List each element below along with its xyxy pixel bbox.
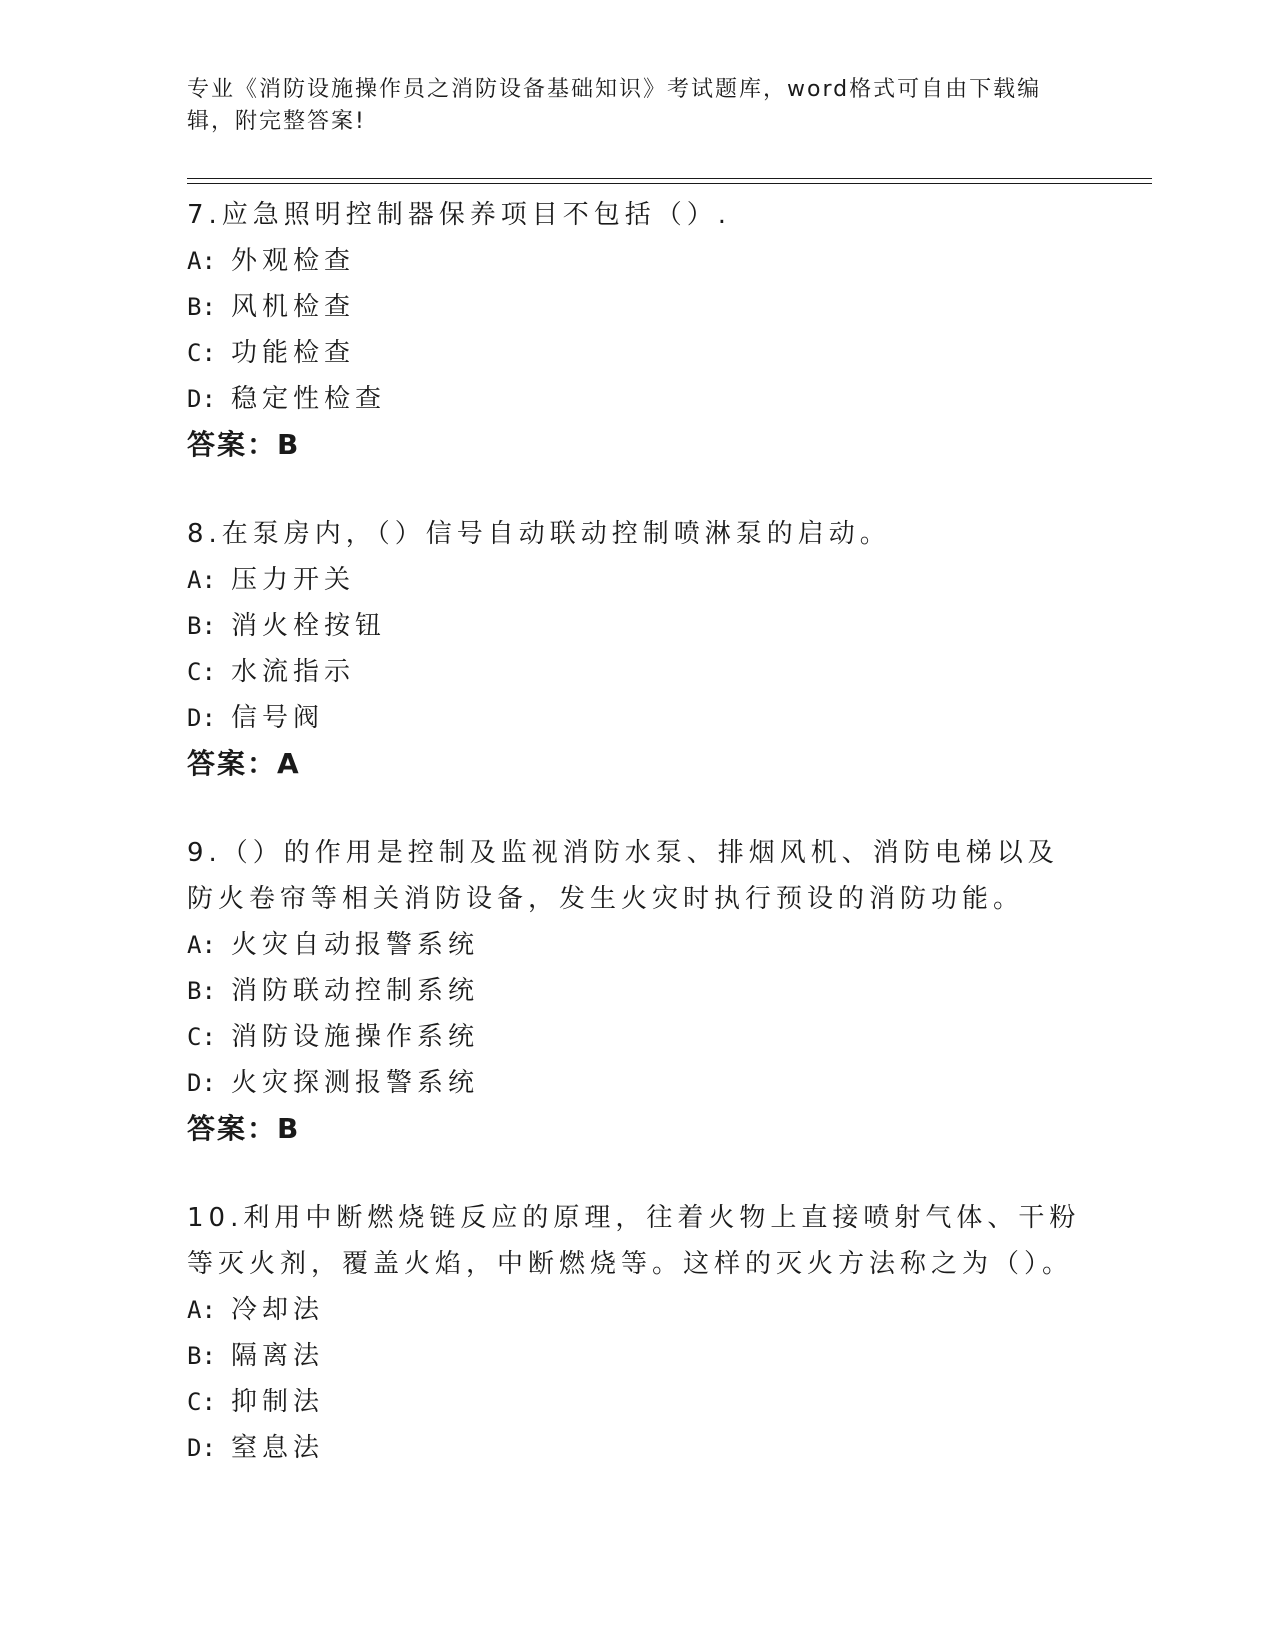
answer-line: 答案：B: [187, 428, 301, 461]
option-text: 风机检查: [231, 292, 356, 322]
option-text: 隔离法: [231, 1341, 325, 1371]
option-key: C:: [187, 658, 216, 686]
option-text: 火灾自动报警系统: [231, 930, 480, 960]
option-b: [187, 1333, 1087, 1379]
option-c: [187, 1014, 1087, 1060]
question-stem: 10.利用中断燃烧链反应的原理，往着火物上直接喷射气体、干粉等灭火剂，覆盖火焰，中断燃烧等。这样的灭火方法称之为（）。: [187, 1203, 1081, 1279]
option-c: [187, 330, 1087, 376]
header-divider-top: [187, 178, 1152, 179]
option-a: [187, 1287, 1087, 1333]
option-text: 冷却法: [231, 1295, 325, 1325]
question-9: [187, 830, 1087, 1152]
option-key: A:: [187, 247, 216, 275]
question-7: [187, 192, 1087, 468]
option-text: 火灾探测报警系统: [231, 1068, 480, 1098]
question-stem: 8.在泵房内，（）信号自动联动控制喷淋泵的启动。: [187, 519, 891, 549]
option-key: A:: [187, 931, 216, 959]
option-key: D:: [187, 704, 216, 732]
option-key: D:: [187, 1434, 216, 1462]
option-key: C:: [187, 339, 216, 367]
option-a: [187, 922, 1087, 968]
option-text: 水流指示: [231, 657, 356, 687]
option-b: [187, 968, 1087, 1014]
option-b: [187, 284, 1087, 330]
question-10: [187, 1195, 1087, 1471]
document-header: 专业《消防设施操作员之消防设备基础知识》考试题库，word格式可自由下载编辑，附完整答案!: [187, 77, 1042, 134]
option-d: [187, 1425, 1087, 1471]
option-text: 消防联动控制系统: [231, 976, 480, 1006]
option-text: 稳定性检查: [231, 384, 387, 414]
option-d: [187, 376, 1087, 422]
answer-line: 答案：A: [187, 747, 301, 780]
option-c: [187, 649, 1087, 695]
question-stem: 7.应急照明控制器保养项目不包括（）.: [187, 200, 732, 230]
option-text: 消防设施操作系统: [231, 1022, 480, 1052]
option-text: 外观检查: [231, 246, 356, 276]
option-key: A:: [187, 566, 216, 594]
option-key: B:: [187, 293, 216, 321]
option-key: C:: [187, 1023, 216, 1051]
option-key: A:: [187, 1296, 216, 1324]
option-c: [187, 1379, 1087, 1425]
option-text: 压力开关: [231, 565, 356, 595]
option-text: 窒息法: [231, 1433, 325, 1463]
option-key: B:: [187, 977, 216, 1005]
question-8: [187, 511, 1087, 787]
option-text: 信号阀: [231, 703, 325, 733]
option-b: [187, 603, 1087, 649]
option-text: 抑制法: [231, 1387, 325, 1417]
option-key: C:: [187, 1388, 216, 1416]
option-a: [187, 557, 1087, 603]
option-key: B:: [187, 1342, 216, 1370]
question-stem: 9.（）的作用是控制及监视消防水泵、排烟风机、消防电梯以及防火卷帘等相关消防设备，发生火灾时执行预设的消防功能。: [187, 838, 1059, 914]
option-d: [187, 1060, 1087, 1106]
header-divider-bottom: [187, 183, 1152, 184]
option-text: 功能检查: [231, 338, 356, 368]
option-d: [187, 695, 1087, 741]
option-text: 消火栓按钮: [231, 611, 387, 641]
option-key: D:: [187, 385, 216, 413]
answer-line: 答案：B: [187, 1112, 301, 1145]
option-key: B:: [187, 612, 216, 640]
option-a: [187, 238, 1087, 284]
option-key: D:: [187, 1069, 216, 1097]
